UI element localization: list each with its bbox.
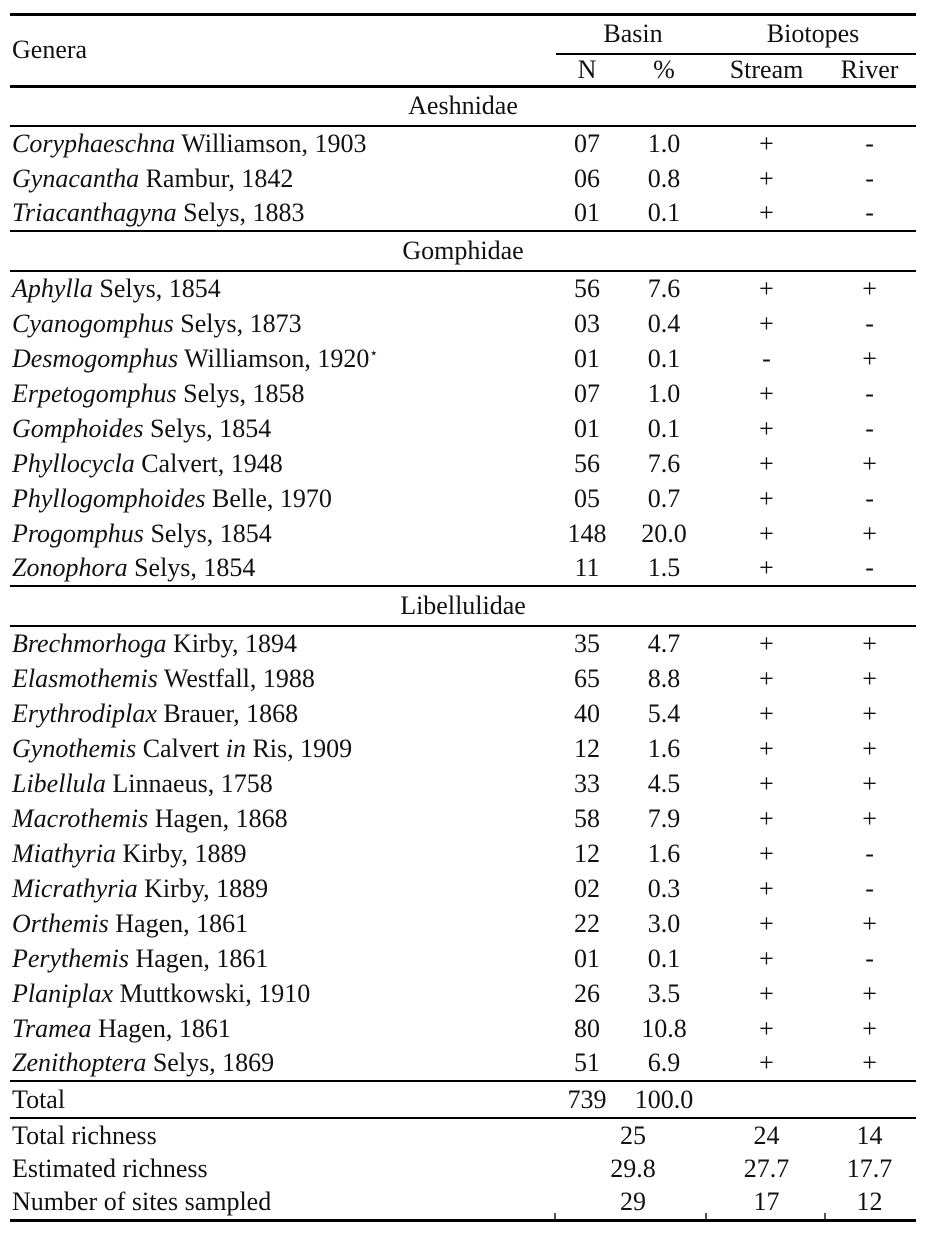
authority-text: Linnaeus, 1758 [112, 768, 273, 798]
genus-name: Cyanogomphus [12, 308, 174, 338]
percent-value-cell: 4.5 [647, 768, 681, 798]
percent-value-cell: 3.5 [647, 978, 681, 1008]
river-presence-cell: - [865, 553, 874, 582]
total-label-cell: Total [10, 1081, 556, 1118]
genus-name-cell [10, 411, 556, 446]
genus-row [10, 271, 916, 306]
river-presence-cell: - [865, 308, 874, 338]
percent-value-cell: 10.8 [641, 1013, 687, 1043]
family-row [10, 86, 916, 126]
total-stream-cell [710, 1081, 823, 1118]
authority-text: Selys, 1854 [150, 518, 272, 548]
n-value-cell: 03 [574, 308, 600, 338]
genus-name: Planiplax [12, 978, 114, 1008]
summary-stream-cell: 17 [753, 1187, 780, 1217]
n-value-cell: 07 [574, 378, 600, 408]
stream-presence-cell: + [759, 413, 774, 443]
summary-row [10, 1118, 916, 1152]
summary-basin-cell: 29 [620, 1187, 646, 1217]
percent-value-cell: 7.6 [647, 448, 681, 478]
genus-row [10, 196, 916, 231]
river-presence-cell: - [865, 838, 874, 868]
family-section-header: Libellulidae [10, 586, 916, 626]
family-row [10, 586, 916, 626]
stream-presence-cell: + [759, 483, 774, 513]
genus-row [10, 516, 916, 551]
col-header-n: N [556, 54, 618, 87]
total-row [10, 1081, 916, 1118]
genus-row [10, 766, 916, 801]
col-group-basin: Basin [556, 15, 710, 54]
genus-row [10, 836, 916, 871]
genus-name: Zenithoptera [12, 1048, 147, 1077]
n-value-cell: 11 [574, 553, 600, 582]
genus-row [10, 161, 916, 196]
stream-presence-cell: + [759, 129, 774, 158]
summary-label-cell: Number of sites sampled [12, 1187, 272, 1217]
n-value-cell: 01 [574, 343, 600, 373]
n-value-cell: 40 [574, 698, 600, 728]
genus-name: Progomphus [12, 518, 144, 548]
river-presence-cell: - [865, 413, 874, 443]
authority-text: Belle, 1970 [212, 483, 332, 513]
genus-name: Phyllogomphoides [12, 483, 206, 513]
stream-presence-cell: + [759, 448, 774, 478]
total-percent-cell: 100.0 [618, 1081, 710, 1118]
authority-text: Rambur, 1842 [145, 163, 294, 193]
river-presence-cell: + [862, 663, 877, 693]
genus-name-cell [10, 906, 556, 941]
n-value-cell: 56 [574, 274, 600, 303]
genus-name-cell [10, 661, 556, 696]
genus-name-cell [10, 551, 556, 586]
genus-name-cell [10, 871, 556, 906]
authority-text: Selys, 1854 [99, 274, 221, 303]
percent-value-cell: 0.1 [647, 343, 681, 373]
col-group-biotopes: Biotopes [710, 15, 916, 54]
authority-text: Hagen, 1861 [97, 1013, 231, 1043]
genus-row [10, 481, 916, 516]
summary-label-cell: Total richness [12, 1120, 157, 1150]
genus-name-cell [10, 341, 556, 376]
genus-name: Elasmothemis [12, 663, 158, 693]
genus-name: Gynacantha [12, 163, 140, 193]
percent-value-cell: 0.4 [647, 308, 681, 338]
genus-name-cell [10, 766, 556, 801]
percent-value-cell: 1.0 [647, 378, 681, 408]
n-value-cell: 02 [574, 873, 600, 903]
genus-row [10, 1046, 916, 1081]
n-value-cell: 33 [574, 768, 600, 798]
river-presence-cell: + [862, 698, 877, 728]
table-page [10, 13, 916, 1222]
genus-name-cell [10, 1011, 556, 1046]
stream-presence-cell: + [759, 378, 774, 408]
river-presence-cell: + [862, 1048, 877, 1077]
river-presence-cell: + [862, 978, 877, 1008]
genus-row [10, 731, 916, 766]
total-river-cell [823, 1081, 916, 1118]
n-value-cell: 01 [574, 413, 600, 443]
genus-name: Orthemis [12, 908, 109, 938]
stream-presence-cell: + [759, 908, 774, 938]
star-note: ⋆ [369, 345, 379, 361]
stream-presence-cell: + [759, 663, 774, 693]
n-value-cell: 07 [574, 129, 600, 158]
authority-text: Hagen, 1868 [154, 803, 288, 833]
n-value-cell: 06 [574, 163, 600, 193]
genus-name: Phyllocycla [12, 448, 135, 478]
stream-presence-cell: + [759, 629, 774, 658]
col-header-stream: Stream [710, 54, 823, 87]
n-value-cell: 12 [574, 838, 600, 868]
genus-name: Gynothemis [12, 733, 137, 763]
stream-presence-cell: + [759, 553, 774, 582]
summary-stream-cell: 27.7 [743, 1154, 790, 1183]
river-presence-cell: + [862, 803, 877, 833]
authority-text: Selys, 1854 [149, 413, 272, 443]
river-presence-cell: + [862, 518, 877, 548]
authority-text: Kirby, 1889 [122, 838, 247, 868]
genus-name-cell [10, 196, 556, 231]
stream-presence-cell: - [762, 343, 771, 373]
authority-text: Muttkowski, 1910 [119, 978, 311, 1008]
genus-name: Micrathyria [12, 873, 138, 903]
genus-name: Brechmorhoga [12, 629, 167, 658]
genus-row [10, 801, 916, 836]
genus-name: Erythrodiplax [12, 698, 157, 728]
stream-presence-cell: + [759, 803, 774, 833]
river-presence-cell: - [865, 378, 874, 408]
genus-row [10, 626, 916, 661]
authority-text: Hagen, 1861 [115, 908, 249, 938]
genus-row [10, 446, 916, 481]
genus-name-cell [10, 271, 556, 306]
genus-name: Tramea [12, 1013, 92, 1043]
n-value-cell: 51 [574, 1048, 600, 1077]
header-row-groups [10, 15, 916, 54]
percent-value-cell: 1.5 [647, 553, 681, 582]
river-presence-cell: + [862, 274, 877, 303]
genus-name-cell [10, 306, 556, 341]
n-value-cell: 12 [574, 733, 600, 763]
river-presence-cell: - [865, 873, 874, 903]
genus-name: Miathyria [12, 838, 116, 868]
authority-text: Selys, 1869 [152, 1048, 275, 1077]
genus-name-cell [10, 161, 556, 196]
authority-text: Williamson, 1903 [181, 129, 367, 158]
genus-name-cell [10, 626, 556, 661]
summary-basin-cell: 25 [620, 1120, 646, 1150]
percent-value-cell: 0.1 [647, 413, 681, 443]
percent-value-cell: 20.0 [641, 518, 687, 548]
genus-name-cell [10, 376, 556, 411]
genera-table [10, 13, 916, 1222]
genus-name-cell [10, 836, 556, 871]
genus-name-cell [10, 481, 556, 516]
stream-presence-cell: + [759, 518, 774, 548]
percent-value-cell: 6.9 [647, 1048, 681, 1077]
column-divider-tick [705, 1213, 707, 1219]
percent-value-cell: 1.6 [647, 838, 681, 868]
river-presence-cell: + [862, 1013, 877, 1043]
summary-row [10, 1152, 916, 1186]
summary-river-cell: 14 [856, 1120, 883, 1150]
river-presence-cell: - [865, 198, 874, 227]
genus-row [10, 1011, 916, 1046]
stream-presence-cell: + [759, 274, 774, 303]
n-value-cell: 58 [574, 803, 600, 833]
percent-value-cell: 7.9 [647, 803, 681, 833]
family-section-header: Gomphidae [10, 231, 916, 271]
genus-name-cell [10, 516, 556, 551]
percent-value-cell: 1.6 [647, 733, 681, 763]
n-value-cell: 26 [574, 978, 600, 1008]
stream-presence-cell: + [759, 308, 774, 338]
col-header-genera: Genera [10, 15, 556, 87]
genus-row [10, 306, 916, 341]
genus-name: Libellula [12, 768, 106, 798]
stream-presence-cell: + [759, 768, 774, 798]
n-value-cell: 22 [574, 908, 600, 938]
genus-name-cell [10, 126, 556, 161]
summary-basin-cell: 29.8 [610, 1154, 656, 1183]
col-header-river: River [823, 54, 916, 87]
genus-row [10, 341, 916, 376]
summary-river-cell: 17.7 [846, 1154, 893, 1183]
genus-row [10, 551, 916, 586]
genus-name-cell [10, 976, 556, 1011]
summary-label-cell: Estimated richness [12, 1154, 208, 1183]
family-section-header: Aeshnidae [10, 86, 916, 126]
percent-value-cell: 7.6 [647, 274, 681, 303]
authority-text: Kirby, 1894 [173, 629, 298, 658]
percent-value-cell: 3.0 [647, 908, 681, 938]
genus-row [10, 661, 916, 696]
river-presence-cell: + [862, 448, 877, 478]
genus-row [10, 871, 916, 906]
river-presence-cell: + [862, 629, 877, 658]
n-value-cell: 01 [574, 943, 600, 973]
column-divider-tick [824, 1213, 826, 1219]
summary-stream-cell: 24 [753, 1120, 780, 1150]
stream-presence-cell: + [759, 873, 774, 903]
percent-value-cell: 4.7 [647, 629, 681, 658]
percent-value-cell: 1.0 [647, 129, 681, 158]
percent-value-cell: 0.3 [647, 873, 681, 903]
authority-text: Selys, 1854 [134, 553, 256, 582]
genus-row [10, 126, 916, 161]
percent-value-cell: 0.1 [647, 943, 681, 973]
n-value-cell: 05 [574, 483, 600, 513]
genus-name: Desmogomphus [12, 343, 179, 373]
genus-name: Triacanthagyna [12, 198, 177, 227]
col-header-percent: % [618, 54, 710, 87]
n-value-cell: 35 [574, 629, 600, 658]
percent-value-cell: 0.1 [647, 198, 681, 227]
n-value-cell: 56 [574, 448, 600, 478]
river-presence-cell: + [862, 908, 877, 938]
summary-river-cell: 12 [856, 1187, 883, 1217]
genus-row [10, 906, 916, 941]
stream-presence-cell: + [759, 1048, 774, 1077]
river-presence-cell: + [862, 343, 877, 373]
summary-row [10, 1186, 916, 1220]
river-presence-cell: - [865, 483, 874, 513]
genus-name: Coryphaeschna [12, 129, 176, 158]
stream-presence-cell: + [759, 198, 774, 227]
genus-name: Aphylla [12, 274, 93, 303]
n-value-cell: 65 [574, 663, 600, 693]
authority-text: Kirby, 1889 [144, 873, 269, 903]
genus-name: Gomphoides [12, 413, 144, 443]
genus-row [10, 941, 916, 976]
percent-value-cell: 0.8 [647, 163, 681, 193]
genus-name-cell: Gynothemis Calvert in Ris, 1909 [12, 733, 353, 763]
stream-presence-cell: + [759, 838, 774, 868]
family-row [10, 231, 916, 271]
authority-text: Hagen, 1861 [135, 943, 269, 973]
genus-name: Perythemis [12, 943, 129, 973]
river-presence-cell: + [862, 733, 877, 763]
stream-presence-cell: + [759, 978, 774, 1008]
authority-text: Calvert, 1948 [141, 448, 283, 478]
authority-text: Brauer, 1868 [163, 698, 299, 728]
authority-text: Selys, 1858 [183, 378, 305, 408]
stream-presence-cell: + [759, 698, 774, 728]
n-value-cell: 148 [567, 518, 607, 548]
n-value-cell: 80 [574, 1013, 600, 1043]
river-presence-cell: + [862, 768, 877, 798]
genus-name: Erpetogomphus [12, 378, 177, 408]
genus-row [10, 976, 916, 1011]
genus-row [10, 376, 916, 411]
authority-text: Westfall, 1988 [163, 663, 315, 693]
river-presence-cell: - [865, 943, 874, 973]
genus-name-cell [10, 1046, 556, 1081]
genus-name-cell [10, 446, 556, 481]
river-presence-cell: - [865, 163, 874, 193]
n-value-cell: 01 [574, 198, 600, 227]
genus-name-cell [10, 941, 556, 976]
genus-row [10, 411, 916, 446]
stream-presence-cell: + [759, 163, 774, 193]
percent-value-cell: 5.4 [647, 698, 681, 728]
genus-name: Zonophora [12, 553, 128, 582]
genus-row [10, 696, 916, 731]
genus-name: Macrothemis [12, 803, 149, 833]
stream-presence-cell: + [759, 1013, 774, 1043]
percent-value-cell: 8.8 [647, 663, 681, 693]
stream-presence-cell: + [759, 733, 774, 763]
authority-text: Selys, 1883 [183, 198, 305, 227]
stream-presence-cell: + [759, 943, 774, 973]
authority-text: Selys, 1873 [180, 308, 302, 338]
total-n-cell: 739 [556, 1081, 618, 1118]
column-divider-tick [554, 1213, 556, 1219]
genus-name-cell [10, 696, 556, 731]
river-presence-cell: - [865, 129, 874, 158]
genus-name-cell [10, 801, 556, 836]
authority-in-word: in [225, 733, 246, 763]
authority-text: Williamson, 1920 [184, 343, 370, 373]
percent-value-cell: 0.7 [647, 483, 681, 513]
